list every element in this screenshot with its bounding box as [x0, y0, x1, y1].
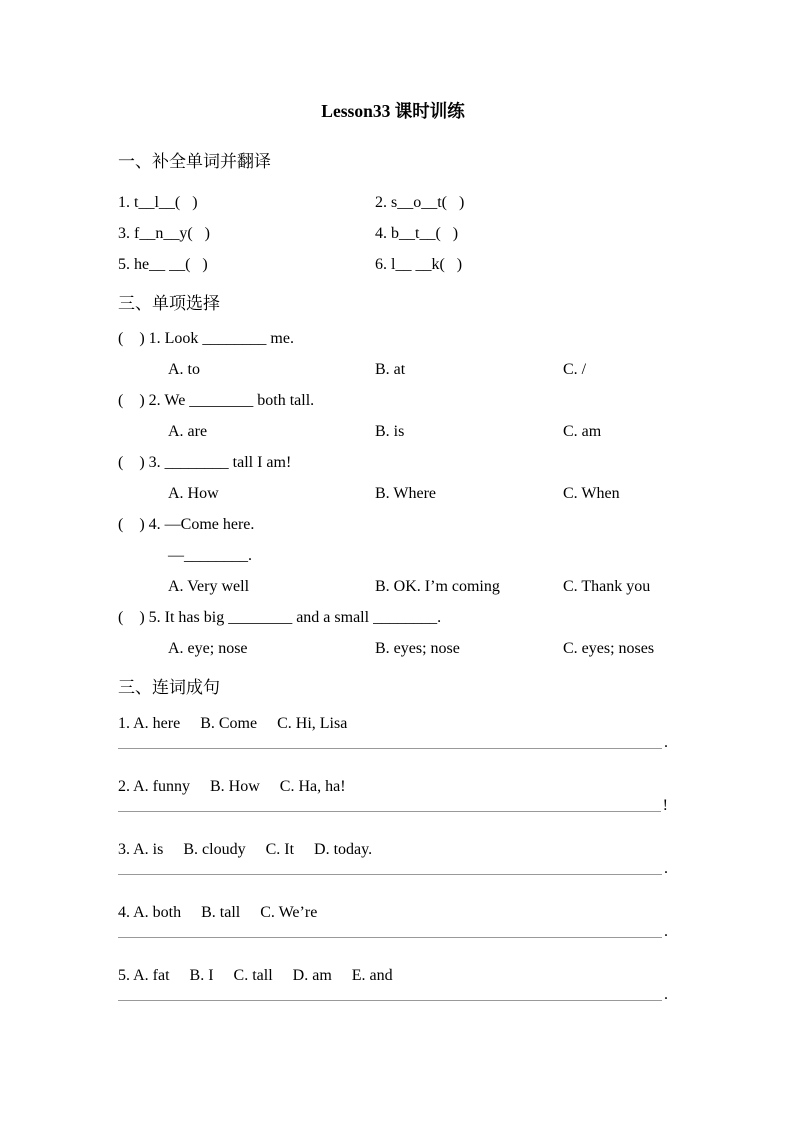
- option-b: B. eyes; nose: [375, 640, 460, 657]
- word-item-3: 3. f__n__y( ): [118, 225, 210, 242]
- mc-question-3: [118, 447, 668, 509]
- mc-question-2: [118, 385, 668, 447]
- question-options: [168, 633, 668, 664]
- section-2-heading: 三、单项选择: [118, 294, 220, 313]
- option-a: A. to: [168, 361, 200, 378]
- word-completion-list: [118, 187, 668, 280]
- sentence-words: 1. A. here B. Come C. Hi, Lisa: [118, 715, 348, 732]
- answer-rule: [118, 1000, 662, 1001]
- word-item-2: 2. s__o__t( ): [375, 194, 465, 211]
- option-c: C. When: [563, 485, 620, 502]
- option-c: C. eyes; noses: [563, 640, 655, 657]
- sentence-item-5: [118, 960, 668, 1001]
- mc-question-4: [118, 509, 668, 602]
- question-stem: ( ) 4. —Come here.: [118, 516, 255, 533]
- sentence-building-list: [118, 708, 668, 1001]
- sentence-item-4: [118, 897, 668, 938]
- sentence-item-2: [118, 771, 668, 812]
- question-options: [168, 571, 668, 602]
- answer-blank-line: [118, 986, 668, 1003]
- mc-question-1: [118, 323, 668, 385]
- sentence-words: 3. A. is B. cloudy C. It D. today.: [118, 841, 373, 858]
- question-options: [168, 354, 668, 385]
- page-title: Lesson33 课时训练: [321, 101, 465, 121]
- question-stem: ( ) 3. ________ tall I am!: [118, 454, 292, 471]
- option-a: A. are: [168, 423, 208, 440]
- question-stem-reply-blank: —________.: [168, 547, 252, 564]
- answer-blank-line: [118, 797, 668, 814]
- question-stem: ( ) 5. It has big ________ and a small ________.: [118, 609, 442, 626]
- multiple-choice-list: [118, 323, 668, 664]
- question-stem: ( ) 2. We ________ both tall.: [118, 392, 315, 409]
- answer-blank-line: [118, 923, 668, 940]
- answer-end-punctuation: .: [664, 986, 668, 1003]
- option-c: C. am: [563, 423, 602, 440]
- option-c: C. Thank you: [563, 578, 651, 595]
- sentence-words: 2. A. funny B. How C. Ha, ha!: [118, 778, 346, 795]
- answer-end-punctuation: .: [664, 923, 668, 940]
- section-1-heading: 一、补全单词并翻译: [118, 152, 271, 171]
- word-item-6: 6. l__ __k( ): [375, 256, 463, 273]
- question-options: [168, 416, 668, 447]
- option-a: A. eye; nose: [168, 640, 248, 657]
- answer-end-punctuation: .: [664, 734, 668, 751]
- sentence-item-3: [118, 834, 668, 875]
- answer-end-punctuation: !: [662, 797, 668, 814]
- option-b: B. is: [375, 423, 405, 440]
- answer-rule: [118, 748, 662, 749]
- answer-rule: [118, 937, 662, 938]
- sentence-words: 5. A. fat B. I C. tall D. am E. and: [118, 967, 393, 984]
- sentence-item-1: [118, 708, 668, 749]
- option-c: C. /: [563, 361, 587, 378]
- option-a: A. How: [168, 485, 219, 502]
- option-b: B. Where: [375, 485, 437, 502]
- answer-rule: [118, 874, 662, 875]
- answer-rule: [118, 811, 661, 812]
- option-b: B. at: [375, 361, 406, 378]
- section-3-heading: 三、连词成句: [118, 678, 220, 697]
- word-item-4: 4. b__t__( ): [375, 225, 459, 242]
- answer-end-punctuation: .: [664, 860, 668, 877]
- option-b: B. OK. I’m coming: [375, 578, 500, 595]
- word-item-1: 1. t__l__( ): [118, 194, 198, 211]
- answer-blank-line: [118, 860, 668, 877]
- word-item-5: 5. he__ __( ): [118, 256, 208, 273]
- sentence-words: 4. A. both B. tall C. We’re: [118, 904, 318, 921]
- mc-question-5: [118, 602, 668, 664]
- answer-blank-line: [118, 734, 668, 751]
- option-a: A. Very well: [168, 578, 250, 595]
- question-stem: ( ) 1. Look ________ me.: [118, 330, 294, 347]
- question-options: [168, 478, 668, 509]
